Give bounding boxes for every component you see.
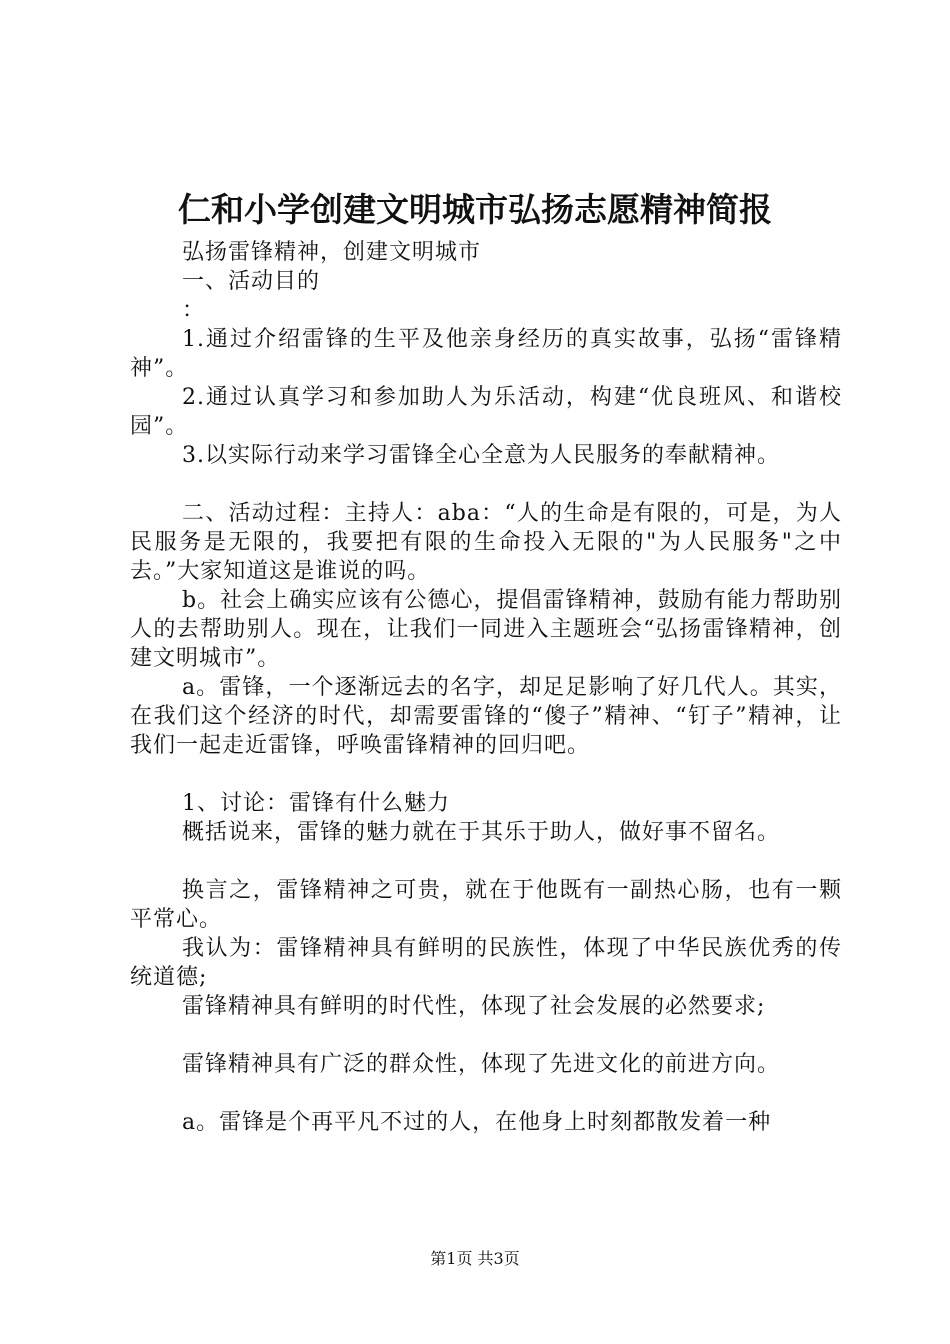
paragraph-gap	[130, 847, 842, 876]
paragraph-summary: 概括说来，雷锋的魅力就在于其乐于助人，做好事不留名。	[182, 820, 781, 845]
section-heading-purpose: 一、活动目的	[182, 269, 321, 294]
paragraph-ordinary: a。雷锋是个再平凡不过的人，在他身上时刻都散发着一种	[182, 1110, 772, 1135]
paragraph-era: 雷锋精神具有鲜明的时代性，体现了社会发展的必然要求;	[182, 994, 766, 1019]
paragraph-masses: 雷锋精神具有广泛的群众性，体现了先进文化的前进方向。	[182, 1052, 781, 1077]
paragraph-gap	[130, 1021, 842, 1050]
page-footer: 第1页 共3页	[430, 1249, 520, 1268]
paragraph-purpose-3: 3.以实际行动来学习雷锋全心全意为人民服务的奉献精神。	[182, 443, 780, 468]
paragraph-gap	[130, 1079, 842, 1108]
paragraph-colon: ：	[182, 298, 206, 323]
paragraph-discussion-heading: 1、讨论：雷锋有什么魅力	[182, 791, 450, 816]
paragraph-purpose-2: 2.通过认真学习和参加助人为乐活动，构建“优良班风、和谐校园”。	[130, 385, 842, 439]
paragraph-host-a: a。雷锋，一个逐渐远去的名字，却足足影响了好几代人。其实，在我们这个经济的时代，却需要雷锋的“傻子”精神、“钉子”精神，让我们一起走近雷锋，呼唤雷锋精神的回归吧。	[130, 675, 842, 758]
section-heading-process: 二、活动过程：主持人：aba：“人的生命是有限的，可是，为人民服务是无限的，我要把有限的生命投入无限的"为人民服务"之中去。”大家知道这是谁说的吗。	[130, 501, 842, 584]
paragraph-host-b: b。社会上确实应该有公德心，提倡雷锋精神，鼓励有能力帮助别人的去帮助别人。现在，让我们一同进入主题班会“弘扬雷锋精神，创建文明城市”。	[130, 588, 842, 671]
document-title: 仁和小学创建文明城市弘扬志愿精神简报	[178, 190, 772, 229]
paragraph-gap	[130, 470, 842, 499]
paragraph-gap	[130, 760, 842, 789]
paragraph-in-other-words: 换言之，雷锋精神之可贵，就在于他既有一副热心肠，也有一颗平常心。	[130, 878, 842, 932]
paragraph-purpose-1: 1.通过介绍雷锋的生平及他亲身经历的真实故事，弘扬“雷锋精神”。	[130, 327, 842, 381]
paragraph-opinion: 我认为：雷锋精神具有鲜明的民族性，体现了中华民族优秀的传统道德;	[130, 936, 842, 990]
paragraph-subtitle: 弘扬雷锋精神，创建文明城市	[182, 240, 482, 265]
document-body	[130, 238, 842, 1137]
